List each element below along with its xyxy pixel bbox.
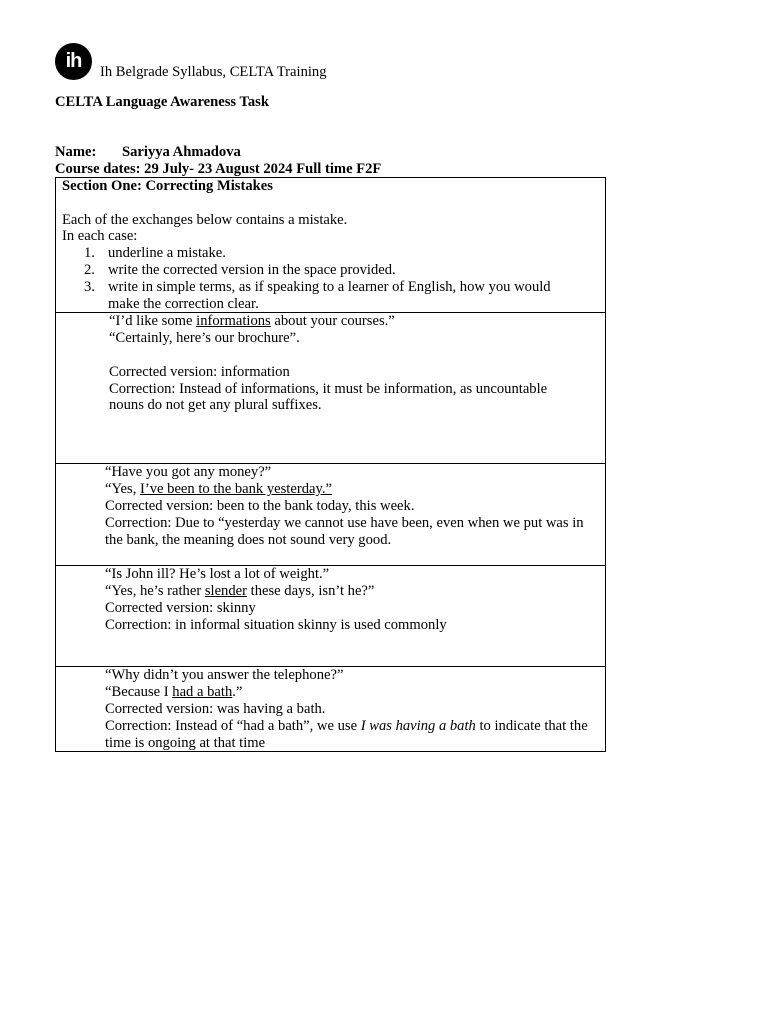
correction-text: Correction: in informal situation skinny is used commonly	[105, 616, 447, 633]
corrected-version: Corrected version: been to the bank today, this week.	[105, 497, 415, 514]
step-item: 2. write the corrected version in the space provided.	[84, 261, 396, 278]
exchange-line: “Yes, he’s rather slender these days, isn’t he?”	[105, 583, 375, 600]
exchange-row	[56, 313, 606, 464]
exchange-row	[56, 464, 606, 566]
course-dates: Course dates: 29 July- 23 August 2024 Full time F2F	[55, 161, 382, 177]
org-line: Ih Belgrade Syllabus, CELTA Training	[100, 64, 327, 80]
underlined-mistake: slender	[204, 583, 247, 600]
correction-text: Correction: Due to “yesterday we cannot use have been, even when we put was in the bank, the meaning does not sound very good.	[105, 514, 584, 548]
correction-text: Correction: Instead of informations, it must be information, as uncountable nouns do not get any plural suffixes.	[109, 380, 548, 414]
step-item: 1. underline a mistake.	[84, 245, 226, 262]
in-each-case-text: In each case:	[62, 228, 138, 245]
exchange-line: “Because I had a bath.”	[105, 684, 243, 701]
corrected-version: Corrected version: information	[109, 363, 290, 380]
exchange-line: “Have you got any money?”	[105, 464, 272, 481]
exchange-line: “I’d like some informations about your courses.”	[109, 313, 395, 330]
corrected-version: Corrected version: skinny	[105, 599, 256, 616]
step-item: 3. write in simple terms, as if speaking to a learner of English, how you would make the correction clear.	[84, 278, 551, 312]
correction-text: Correction: Instead of “had a bath”, we use I was having a bath to indicate that the time is ongoing at that time	[105, 717, 588, 751]
underlined-mistake: I’ve been to the bank yesterday.”	[140, 481, 332, 498]
underlined-mistake: informations	[196, 313, 271, 330]
exchange-line: “Certainly, here’s our brochure”.	[109, 330, 300, 347]
exchange-line: “Why didn’t you answer the telephone?”	[105, 667, 344, 684]
exchange-line: “Yes, I’ve been to the bank yesterday.”	[105, 481, 332, 498]
exercise-table	[55, 177, 606, 752]
name-row	[55, 144, 241, 161]
intro-text: Each of the exchanges below contains a mistake.	[62, 211, 348, 228]
instructions-cell	[56, 178, 606, 313]
underlined-mistake: had a bath	[172, 684, 233, 701]
task-title: CELTA Language Awareness Task	[55, 94, 269, 110]
name-value: Sariyya Ahmadova	[122, 144, 241, 160]
exchange-line: “Is John ill? He’s lost a lot of weight.”	[105, 566, 330, 583]
corrected-version: Corrected version: was having a bath.	[105, 700, 326, 717]
name-label: Name:	[55, 144, 97, 160]
ih-logo: ih	[55, 43, 92, 80]
exchange-row	[56, 566, 606, 667]
exchange-row	[56, 667, 606, 752]
section-title: Section One: Correcting Mistakes	[62, 178, 273, 194]
steps-list	[62, 245, 605, 312]
